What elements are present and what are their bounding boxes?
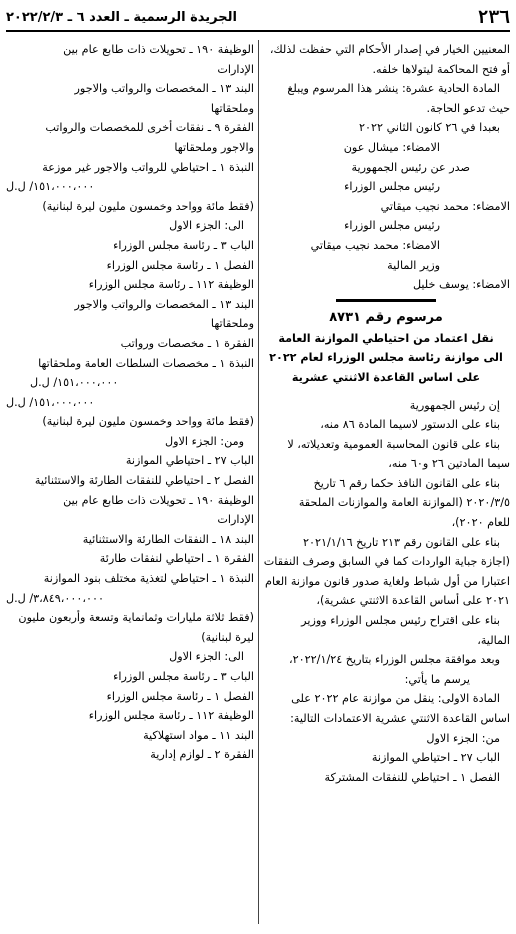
text-line: الى: الجزء الاول: [169, 650, 244, 664]
text-line: الفقرة ٢ ـ لوازم إدارية: [150, 748, 254, 762]
page-number: ٢٣٦: [477, 6, 510, 28]
signature-line: الامضاء: يوسف خليل: [412, 278, 510, 292]
text-line: البند ١٨ ـ النفقات الطارئة والاستثنائية: [82, 532, 254, 546]
text-line: النبذة ١ ـ مخصصات السلطات العامة وملحقاتها: [38, 356, 254, 370]
title-line: رئيس مجلس الوزراء: [344, 219, 440, 233]
text-line: (اجازة جباية الواردات كما في السابق وصرف النفقات: [263, 555, 510, 569]
page-header: [6, 4, 510, 32]
text-line: البند ١٣ ـ المخصصات والرواتب والاجور: [74, 297, 254, 311]
text-line: البند ١١ ـ مواد استهلاكية: [143, 728, 254, 742]
left-column: [6, 40, 254, 765]
amount-line: [6, 393, 254, 413]
text-line: بناء على قانون المحاسبة العمومية وتعديلاته، لا: [287, 437, 500, 451]
text-line: المالية،: [477, 633, 510, 647]
text-line: الفصل ١ ـ رئاسة مجلس الوزراء: [106, 258, 254, 272]
signature-line: الامضاء: ميشال عون: [343, 140, 440, 154]
text-line: الباب ٢٧ ـ احتياطي الموازنة: [125, 454, 254, 468]
text-line: ٢٠٢٠/٣/٥ (الموازنة العامة والموازنات الملحقة: [298, 496, 510, 510]
text-line: بناء على القانون النافذ حكما رقم ٦ تاريخ: [313, 476, 500, 490]
title-line: رئيس مجلس الوزراء: [344, 180, 440, 194]
text-line: اساس القاعدة الاثنتي عشرية الاعتمادات التالية:: [290, 712, 510, 725]
text-line: اعتبارا من أول شباط ولغاية صدور قانون موازنة العام: [265, 574, 510, 588]
text-line: المعنيين الخيار في إصدار الأحكام التي حفظت لذلك،: [269, 43, 510, 56]
title-line: وزير المالية: [387, 258, 440, 272]
text-line: والاجور وملحقاتها: [174, 140, 254, 154]
text-line: وملحقاتها: [210, 317, 254, 331]
text-line: الوظيفة ١٩٠ ـ تحويلات ذات طابع عام بين: [63, 43, 254, 56]
text-line: بناء على القانون رقم ٢١٣ تاريخ ٢٠٢١/١/١٦: [303, 535, 500, 549]
column-divider: [258, 40, 259, 924]
gazette-title: الجريدة الرسمية ـ العدد ٦ ـ ٢٠٢٢/٢/٣: [6, 9, 237, 25]
text-line: الوظيفة ١١٢ ـ رئاسة مجلس الوزراء: [88, 709, 254, 723]
text-line: بناء على اقتراح رئيس مجلس الوزراء ووزير: [301, 614, 500, 628]
right-column: [262, 40, 510, 787]
text-line: الباب ٣ ـ رئاسة مجلس الوزراء: [113, 670, 254, 683]
signature-line: الامضاء: محمد نجيب ميقاتي: [380, 199, 510, 213]
text-line: ومن: الجزء الاول: [165, 434, 244, 448]
text-line: ٢٠٢١ على أساس القاعدة الاثنتي عشرية)،: [316, 594, 510, 608]
amount-words: (فقط مائة وواحد وخمسون مليون ليرة لبنانية): [42, 199, 254, 213]
section-separator: [262, 295, 510, 307]
amount-words: ليرة لبنانية): [201, 630, 254, 644]
text-line: أو فتح المحاكمة ليتولاها خلفه.: [372, 62, 510, 76]
amount: ١٥١،٠٠٠،٠٠٠/ ل.ل: [6, 180, 95, 194]
amount-words: (فقط ثلاثة مليارات وثمانماية وتسعة وأربعون مليون: [18, 611, 254, 625]
amount-underlined: ١٥١،٠٠٠،٠٠٠/ ل.ل: [6, 373, 118, 393]
text-line: المادة الحادية عشرة: ينشر هذا المرسوم ويبلغ: [287, 82, 500, 96]
text-line: الفصل ٢ ـ احتياطي للنفقات الطارئة والاستثنائية: [34, 474, 254, 488]
text-line: وبعد موافقة مجلس الوزراء بتاريخ ٢٠٢٢/١/٢٤،: [289, 653, 500, 667]
text-line: الباب ٣ ـ رئاسة مجلس الوزراء: [113, 238, 254, 252]
text-line: الإدارات: [217, 62, 254, 76]
amount: ٣،٨٤٩،٠٠٠،٠٠٠/ ل.ل: [6, 591, 105, 605]
text-line: المادة الاولى: ينقل من موازنة عام ٢٠٢٢ على: [291, 692, 500, 706]
text-line: النبذة ١ ـ احتياطي للرواتب والاجور غير موزعة: [42, 160, 254, 174]
decree-subtitle: الى موازنة رئاسة مجلس الوزراء لعام ٢٠٢٢: [269, 351, 503, 365]
text-line: الوظيفة ١٩٠ ـ تحويلات ذات طابع عام بين: [63, 493, 254, 507]
text-line: الفصل ١ ـ احتياطي للنفقات المشتركة: [324, 770, 500, 784]
amount-line: [6, 589, 254, 609]
text-line: إن رئيس الجمهورية: [409, 398, 500, 412]
date-line: بعبدا في ٢٦ كانون الثاني ٢٠٢٢: [359, 121, 500, 135]
decree-subtitle: نقل اعتماد من احتياطي الموازنة العامة: [278, 331, 494, 345]
text-line: الفقرة ١ ـ احتياطي لنفقات طارئة: [99, 552, 254, 566]
text-line: الفقرة ٩ ـ نفقات أخرى للمخصصات والرواتب: [45, 121, 254, 135]
text-line: للعام ٢٠٢٠)،: [451, 516, 510, 530]
text-line: الوظيفة ١١٢ ـ رئاسة مجلس الوزراء: [88, 278, 254, 292]
text-line: من: الجزء الاول: [426, 731, 500, 745]
text-line: وملحقاتها: [210, 101, 254, 115]
text-line: يرسم ما يأتي:: [404, 672, 470, 686]
signature-line: الامضاء: محمد نجيب ميقاتي: [310, 238, 440, 252]
text-line: الإدارات: [217, 513, 254, 527]
text-line: البند ١٣ ـ المخصصات والرواتب والاجور: [74, 82, 254, 96]
text-line: الفصل ١ ـ رئاسة مجلس الوزراء: [106, 689, 254, 703]
amount-words: (فقط مائة وواحد وخمسون مليون ليرة لبنانية): [42, 415, 254, 429]
decree-subtitle: على اساس القاعدة الاثنتي عشرية: [291, 370, 481, 384]
issued-by-line: صدر عن رئيس الجمهورية: [351, 160, 470, 174]
text-line: بناء على الدستور لاسيما المادة ٨٦ منه،: [320, 418, 500, 432]
text-line: حيث تدعو الحاجة.: [426, 101, 510, 115]
text-line: النبذة ١ ـ احتياطي لتغذية مختلف بنود الموازنة: [43, 572, 254, 586]
amount-line: [6, 177, 254, 197]
amount-line: [6, 373, 254, 393]
decree-title: مرسوم رقم ٨٧٣١: [329, 309, 443, 325]
text-line: الفقرة ١ ـ مخصصات ورواتب: [120, 336, 254, 350]
amount: ١٥١،٠٠٠،٠٠٠/ ل.ل: [6, 395, 95, 409]
text-line: الباب ٢٧ ـ احتياطي الموازنة: [371, 751, 500, 765]
text-line: سيما المادتين ٢٦ و٦٠ منه،: [388, 457, 510, 471]
text-line: الى: الجزء الاول: [169, 219, 244, 233]
